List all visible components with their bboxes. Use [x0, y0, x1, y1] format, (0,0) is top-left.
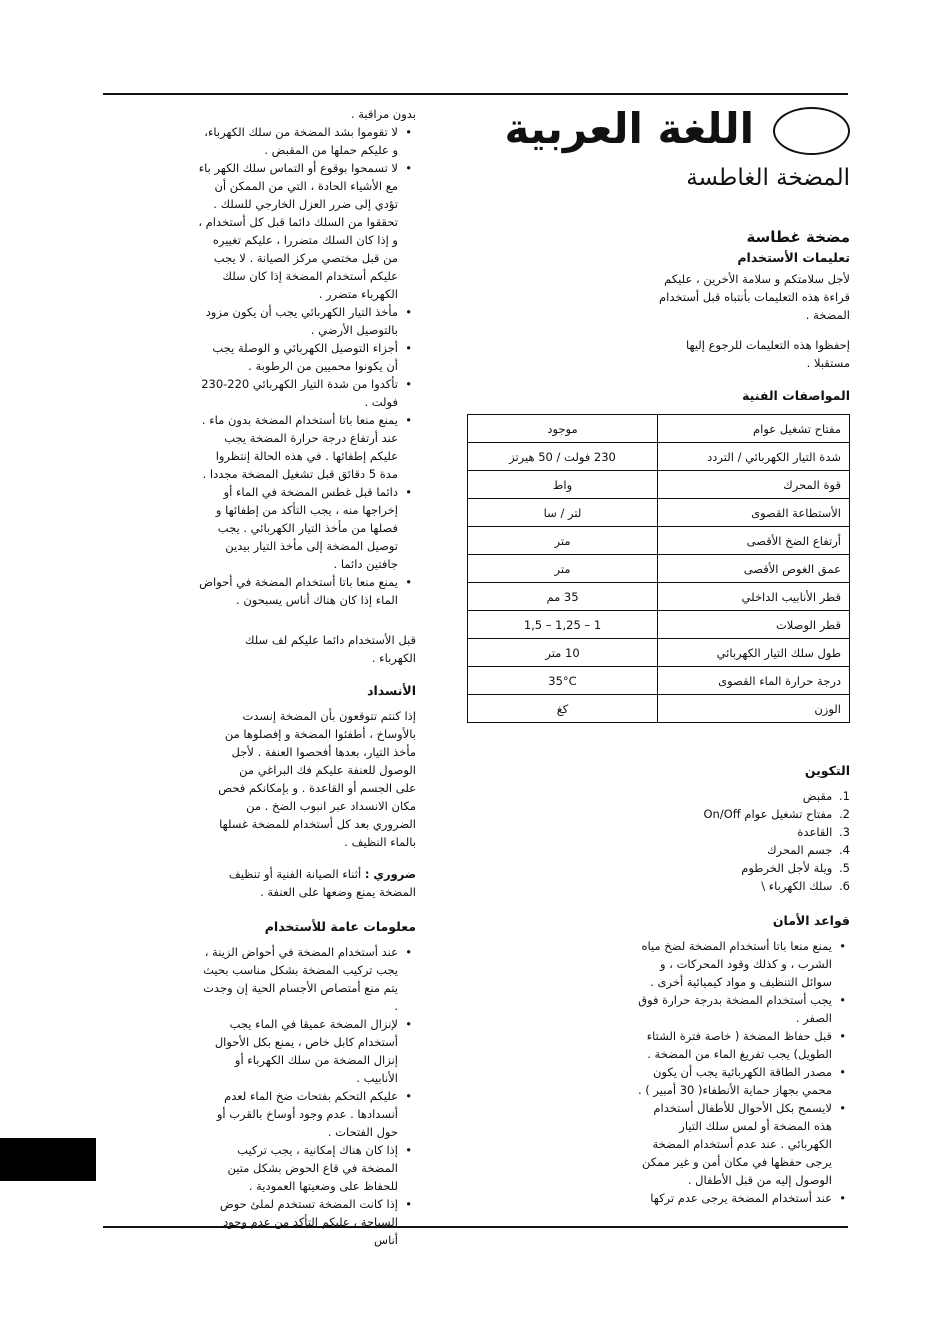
spec-value: لتر / سا [468, 499, 658, 527]
spec-value: 10 متر [468, 639, 658, 667]
list-item [460, 805, 850, 823]
list-item: • عند أستخدام المضخة يرجى عدم تركها [635, 1189, 850, 1207]
list-item: • مأخذ التيار الكهربائي يجب أن يكون مزود بالتوصيل الأرضي . [198, 303, 416, 339]
list-item: • لا تقوموا بشد المضخة من سلك الكهرباء، و عليكم حملها من المقبض . [198, 123, 416, 159]
page-subtitle: المضخة الغاطسة [686, 165, 850, 191]
components-list [460, 787, 850, 895]
list-item: • لا تسمحوا بوقوع أو التماس سلك الكهر باء مع الأشياء الحادة ، التي من الممكن أن تؤدي إلى ضرر العزل الخارجي للسلك . تحققوا من السلك دائما قبل كل أستخدام ، و إذا كان السلك متضررا ، عليكم تغييره من قبل مختصي مركز الصيانة . لا يجب عليكم أستخدام المضخة إذا كان سلك الكهرباء متضرر . [198, 159, 416, 303]
section-title: مضخة غطاسة [746, 228, 850, 246]
spec-label: قطر الوصلات [658, 611, 850, 639]
right-column [460, 226, 850, 1207]
spec-label: قوة المحرك [658, 471, 850, 499]
item-number: 2. [839, 807, 850, 821]
list-item: • يمنع منعا باتا أستخدام المضخة في أحواض الماء إذا كان هناك أناس يسبحون . [198, 573, 416, 609]
item-text: مقبض [802, 789, 833, 803]
spec-label: مفتاح تشغيل عوام [658, 415, 850, 443]
item-text: سلك الكهرباء \ [761, 879, 833, 893]
spec-row [468, 639, 850, 667]
specs-heading: المواصفات الفنية [742, 388, 850, 403]
list-item [460, 877, 850, 895]
spec-row [468, 527, 850, 555]
list-item: • عند أستخدام المضخة في أحواض الزينة ، يجب تركيب المضخة بشكل مناسب بحيث يتم منع أمتصاص الأجسام الحية إن وجدت . [198, 943, 416, 1015]
item-number: 3. [839, 825, 850, 839]
item-number: 5. [839, 861, 850, 875]
list-item: • تأكدوا من شدة التيار الكهربائي 220-230 فولت . [198, 375, 416, 411]
spec-row [468, 667, 850, 695]
language-oval-marker [773, 107, 850, 155]
list-item [460, 841, 850, 859]
list-item: • إذا كانت المضخة تستخدم لملئ حوض السباحة ، عليكم التأكد من عدم وجود أناس [198, 1195, 416, 1249]
list-item: • قبل حفاظ المضخة ( خاصة فترة الشتاء الطويل) يجب تفريغ الماء من المضخة . [635, 1027, 850, 1063]
list-item: • لإنزال المضخة عميقا في الماء يجب أستخدام كابل خاص ، يمنع بكل الأحوال إنزال المضخة من سلك الكهرباء أو الأنابيب . [198, 1015, 416, 1087]
important-label: ضروري : [364, 867, 416, 881]
list-item: • إذا كان هناك إمكانية ، يجب تركيب المضخة في قاع الحوض بشكل متين للحفاظ على وضعيتها العمودية . [198, 1141, 416, 1195]
spec-row [468, 499, 850, 527]
spec-value: 35 مم [468, 583, 658, 611]
components-heading: التكوين [804, 763, 850, 778]
spec-label: الوزن [658, 695, 850, 723]
item-text: ويلة لأجل الخرطوم [741, 861, 833, 875]
page-tab-marker [0, 1138, 96, 1181]
list-item: • أجزاء التوصيل الكهربائي و الوصلة يجب أن يكونوا محميين من الرطوبة . [198, 339, 416, 375]
safety-list-continued [198, 123, 416, 609]
clog-text: إذا كنتم تتوقعون بأن المضخة إنسدت بالأوساخ ، أطفئوا المضخة و إفصلوها من مأخذ التيار، بعدها أفحصوا العنفة . لأجل الوصول للعنفة عليكم فك البراغي من على الجسم أو القاعدة . و بإمكانكم فحص مكان الانسداد عبر انبوب الضخ . من الضروري بعد كل أستخدام للمضخة غسلها بالماء النظيف . [218, 709, 416, 849]
item-text: القاعدة [797, 825, 833, 839]
general-list [198, 943, 416, 1249]
instructions-paragraph-1: لأجل سلامتكم و سلامة الأخرين ، عليكم قراءة هذه التعليمات بأنتباه قبل أستخدام المضخة . [659, 272, 850, 322]
list-item: • عليكم التحكم بفتحات ضخ الماء لعدم أنسدادها . عدم وجود أوساخ بالقرب أو حول الفتحات . [198, 1087, 416, 1141]
spec-label: عمق الغوص الأقصى [658, 555, 850, 583]
list-item: • يمنع منعا باتا أستخدام المضخة لضخ مياه الشرب ، و كذلك وقود المحركات ، و سوائل التنظيف و مواد كيميائية أخرى . [635, 937, 850, 991]
spec-value: كغ [468, 695, 658, 723]
spec-label: طول سلك التيار الكهربائي [658, 639, 850, 667]
spec-row [468, 555, 850, 583]
spec-value: متر [468, 555, 658, 583]
spec-row [468, 443, 850, 471]
spec-row [468, 415, 850, 443]
top-rule [103, 93, 848, 95]
item-text: مفتاح تشغيل عوام On/Off [703, 807, 833, 821]
list-item: • يمنع منعا باتا أستخدام المضخة بدون ماء . عند أرتفاع درجة حرارة المضخة يجب عليكم إطفائها . في هذه الحالة إنتظروا مدة 5 دقائق قبل تشغيل المضخة مجددا . [198, 411, 416, 483]
list-item [460, 787, 850, 805]
item-number: 6. [839, 879, 850, 893]
instructions-paragraph-2: إحفظوا هذه التعليمات للرجوع إليها مستقبلا . [686, 338, 850, 370]
cable-note: قبل الأستخدام دائما عليكم لف سلك الكهرباء . [245, 633, 416, 665]
list-item: • لايسمح بكل الأحوال للأطفال أستخدام هذه المضخة أو لمس سلك التيار الكهربائي . عند عدم أستخدام المضخة يرجى حفظها في مكان أمن و غير ممكن الوصول إليه من قبل الأطفال . [635, 1099, 850, 1189]
page-title: اللغة العربية [504, 104, 754, 153]
spec-row [468, 471, 850, 499]
list-item [460, 823, 850, 841]
item-number: 1. [839, 789, 850, 803]
item-text: جسم المحرك [767, 843, 833, 857]
list-item: • دائما قبل غطس المضخة في الماء أو إخراجها منه ، يجب التأكد من إطفائها و فصلها من مأخذ التيار الكهربائي . يجب توصيل المضخة إلى مأخذ التيار بيدين جافتين دائما . [198, 483, 416, 573]
specs-table [467, 414, 850, 723]
spec-value: واط [468, 471, 658, 499]
item-number: 4. [839, 843, 850, 857]
general-heading: معلومات عامة للأستخدام [264, 919, 416, 934]
list-item [460, 859, 850, 877]
spec-label: شدة التيار الكهربائي / التردد [658, 443, 850, 471]
clog-heading: الأنسداد [367, 683, 416, 698]
spec-label: الأستطاعة القصوى [658, 499, 850, 527]
spec-value: 230 فولت / 50 هيرتز [468, 443, 658, 471]
list-item: • مصدر الطاقة الكهربائية يجب أن يكون محمي بجهاز حماية الأنطفاء( 30 أمبير ) . [635, 1063, 850, 1099]
safety-heading: قواعد الأمان [772, 913, 850, 928]
spec-label: درجة حرارة الماء القصوى [658, 667, 850, 695]
instructions-heading: تعليمات الأستخدام [737, 250, 850, 265]
important-note [216, 865, 416, 901]
safety-list [635, 937, 850, 1207]
spec-label: قطر الأنابيب الداخلي [658, 583, 850, 611]
spec-value: 35°C [468, 667, 658, 695]
spec-value: متر [468, 527, 658, 555]
left-column [100, 105, 416, 1249]
spec-value: موجود [468, 415, 658, 443]
spec-row [468, 611, 850, 639]
spec-row [468, 583, 850, 611]
spec-label: أرتفاع الضخ الأقصى [658, 527, 850, 555]
spec-value: 1 – 1,25 – 1,5 [468, 611, 658, 639]
spec-row [468, 695, 850, 723]
list-item: • يجب أستخدام المضخة بدرجة حرارة فوق الصفر . [635, 991, 850, 1027]
continued-text: بدون مراقبة . [350, 107, 416, 121]
important-text: أثناء الصيانة الفنية أو تنظيف المضخة يمنع وضعها على العنفة . [228, 867, 416, 899]
